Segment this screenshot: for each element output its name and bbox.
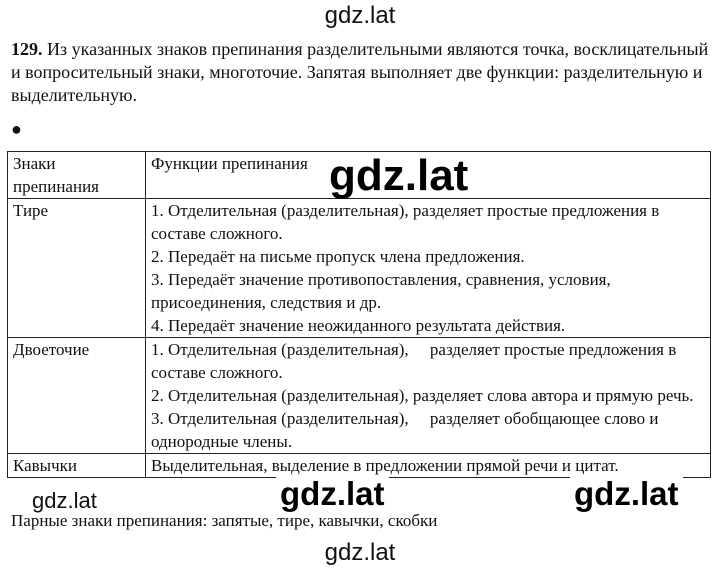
- table-row: [8, 454, 711, 478]
- function-line: 3. Передаёт значение противопоставления, сравнения, условия, присоединения, следствия и др.: [151, 270, 611, 312]
- exercise-text: Из указанных знаков препинания разделительными являются точка, восклицательный и вопросительный знаки, многоточие. Запятая выполняет две функции: разделительную и выделительную.: [11, 39, 709, 105]
- function-line: 3. Отделительная (разделительная), разделяет обобщающее слово и однородные члены.: [151, 409, 663, 451]
- watermark-table-center: gdz.lat: [323, 154, 474, 198]
- function-line: 1. Отделительная (разделительная), разделяет простые предложения в составе сложного.: [151, 201, 660, 243]
- exercise-intro: [11, 38, 711, 107]
- function-line: 1. Отделительная (разделительная), разделяет простые предложения в составе сложного.: [151, 340, 681, 382]
- punctuation-table: [7, 151, 711, 478]
- watermark-lower-mid: gdz.lat: [276, 477, 389, 510]
- exercise-number: 129.: [11, 39, 43, 59]
- sign-cell: Кавычки: [8, 454, 146, 478]
- functions-cell: [146, 338, 711, 454]
- table-row: [8, 199, 711, 338]
- watermark-bottom: gdz.lat: [324, 539, 396, 566]
- table-row: [8, 338, 711, 454]
- sign-cell: Тире: [8, 199, 146, 338]
- function-line: 4. Передаёт значение неожиданного результата действия.: [151, 316, 566, 335]
- header-signs: Знаки препинания: [8, 152, 146, 199]
- function-line: 2. Отделительная (разделительная), разделяет слова автора и прямую речь.: [151, 386, 694, 405]
- watermark-lower-right: gdz.lat: [570, 477, 683, 510]
- function-line: 2. Передаёт на письме пропуск члена предложения.: [151, 247, 525, 266]
- header-functions: Функции препинания: [146, 152, 711, 199]
- paired-marks-note: Парные знаки препинания: запятые, тире, кавычки, скобки: [11, 511, 438, 530]
- sign-cell: Двоеточие: [8, 338, 146, 454]
- watermark-top: gdz.lat: [324, 2, 396, 29]
- functions-cell: [146, 454, 711, 478]
- functions-cell: [146, 199, 711, 338]
- watermark-lower-left: gdz.lat: [32, 488, 97, 513]
- function-line: Выделительная, выделение в предложении прямой речи и цитат.: [151, 456, 619, 475]
- bullet-marker: ●: [11, 119, 22, 139]
